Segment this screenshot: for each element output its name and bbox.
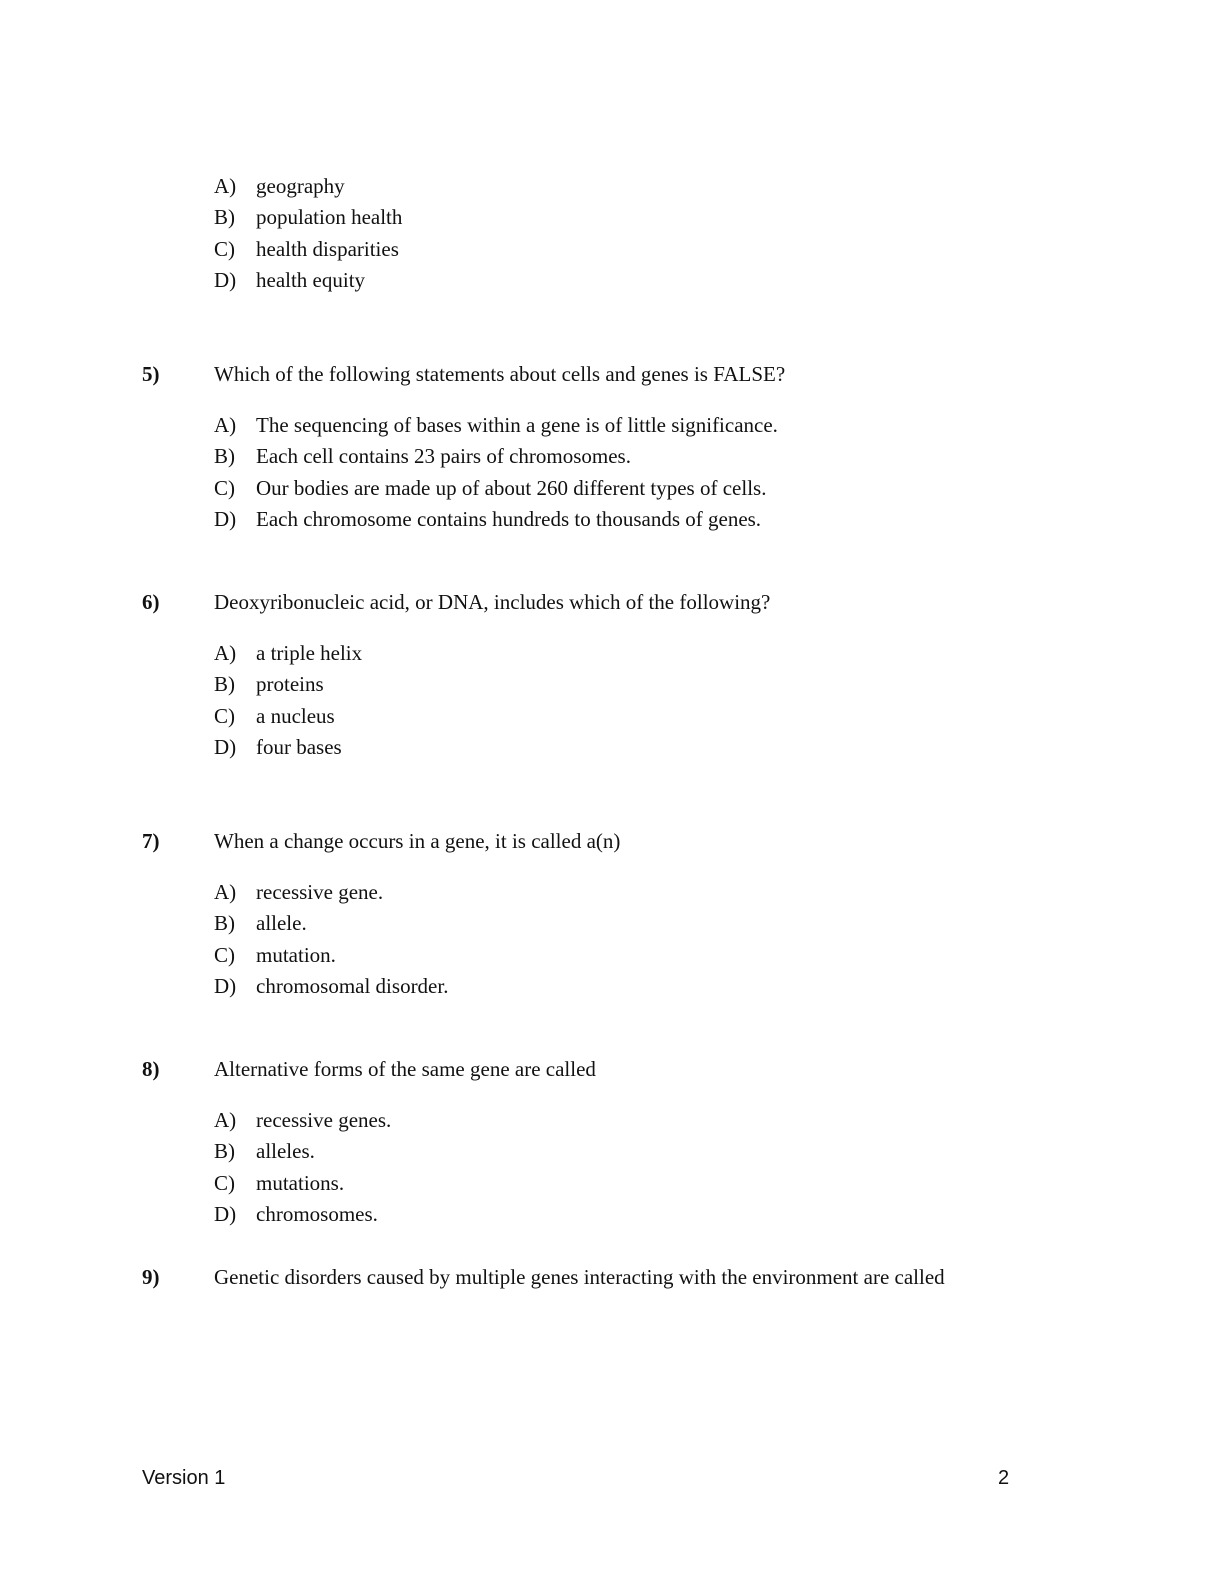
question-number: 8) (142, 1057, 160, 1081)
answer-option (214, 1202, 378, 1227)
answer-option (214, 174, 345, 199)
option-text: Each chromosome contains hundreds to thousands of genes. (256, 506, 762, 531)
option-letter: B) (214, 1139, 235, 1164)
answer-option (214, 507, 761, 532)
option-letter: C) (214, 236, 235, 261)
option-letter: C) (214, 703, 235, 728)
option-text: mutations. (256, 1170, 345, 1195)
option-letter: A) (214, 880, 237, 904)
option-letter: B) (214, 911, 235, 936)
question-number: 7) (142, 829, 160, 853)
option-text: a nucleus (256, 703, 335, 728)
answer-option (214, 735, 342, 760)
answer-option (214, 237, 399, 262)
question-number: 5) (142, 362, 160, 386)
option-text: a triple helix (256, 641, 363, 665)
option-text: four bases (256, 734, 342, 759)
answer-option (214, 704, 335, 729)
option-letter: C) (214, 475, 235, 500)
answer-option (214, 880, 383, 905)
answer-option (214, 911, 307, 936)
option-letter: A) (214, 174, 237, 198)
option-text: recessive genes. (256, 1108, 392, 1132)
answer-option (214, 268, 365, 293)
option-text: health equity (256, 267, 366, 292)
answer-option (214, 413, 778, 438)
answer-option (214, 943, 336, 968)
option-letter: D) (214, 1201, 237, 1226)
option-letter: D) (214, 267, 237, 292)
option-letter: D) (214, 506, 237, 531)
option-text: Each cell contains 23 pairs of chromosomes. (256, 444, 631, 469)
option-letter: D) (214, 734, 237, 759)
question-text: Which of the following statements about cells and genes is FALSE? (214, 362, 786, 386)
option-letter: A) (214, 641, 237, 665)
option-letter: A) (214, 413, 237, 437)
option-text: alleles. (256, 1139, 315, 1164)
question-text: Deoxyribonucleic acid, or DNA, includes which of the following? (214, 590, 771, 614)
option-text: Our bodies are made up of about 260 different types of cells. (256, 475, 767, 500)
option-letter: D) (214, 973, 237, 998)
answer-option (214, 974, 448, 999)
option-text: geography (256, 174, 345, 198)
footer-version: Version 1 (142, 1467, 226, 1489)
option-letter: C) (214, 942, 235, 967)
option-letter: B) (214, 205, 235, 230)
question-text: Genetic disorders caused by multiple genes interacting with the environment are called (214, 1265, 945, 1289)
option-text: chromosomal disorder. (256, 973, 449, 998)
option-text: health disparities (256, 236, 399, 261)
option-letter: B) (214, 444, 235, 469)
question-number: 6) (142, 590, 160, 614)
question-text: When a change occurs in a gene, it is called a(n) (214, 829, 621, 853)
option-text: population health (256, 205, 403, 230)
answer-option (214, 444, 631, 469)
option-text: chromosomes. (256, 1201, 378, 1226)
option-text: allele. (256, 911, 307, 936)
option-letter: C) (214, 1170, 235, 1195)
answer-option (214, 672, 324, 697)
answer-option (214, 1171, 344, 1196)
option-letter: A) (214, 1108, 237, 1132)
answer-option (214, 205, 402, 230)
page-number: 2 (998, 1467, 1010, 1489)
answer-option (214, 476, 766, 501)
option-text: proteins (256, 672, 324, 697)
option-letter: B) (214, 672, 235, 697)
option-text: The sequencing of bases within a gene is of little significance. (256, 413, 778, 437)
answer-option (214, 1108, 391, 1133)
answer-option (214, 1139, 315, 1164)
answer-option (214, 641, 362, 666)
option-text: mutation. (256, 942, 336, 967)
option-text: recessive gene. (256, 880, 384, 904)
question-number: 9) (142, 1265, 160, 1289)
question-text: Alternative forms of the same gene are called (214, 1057, 596, 1081)
